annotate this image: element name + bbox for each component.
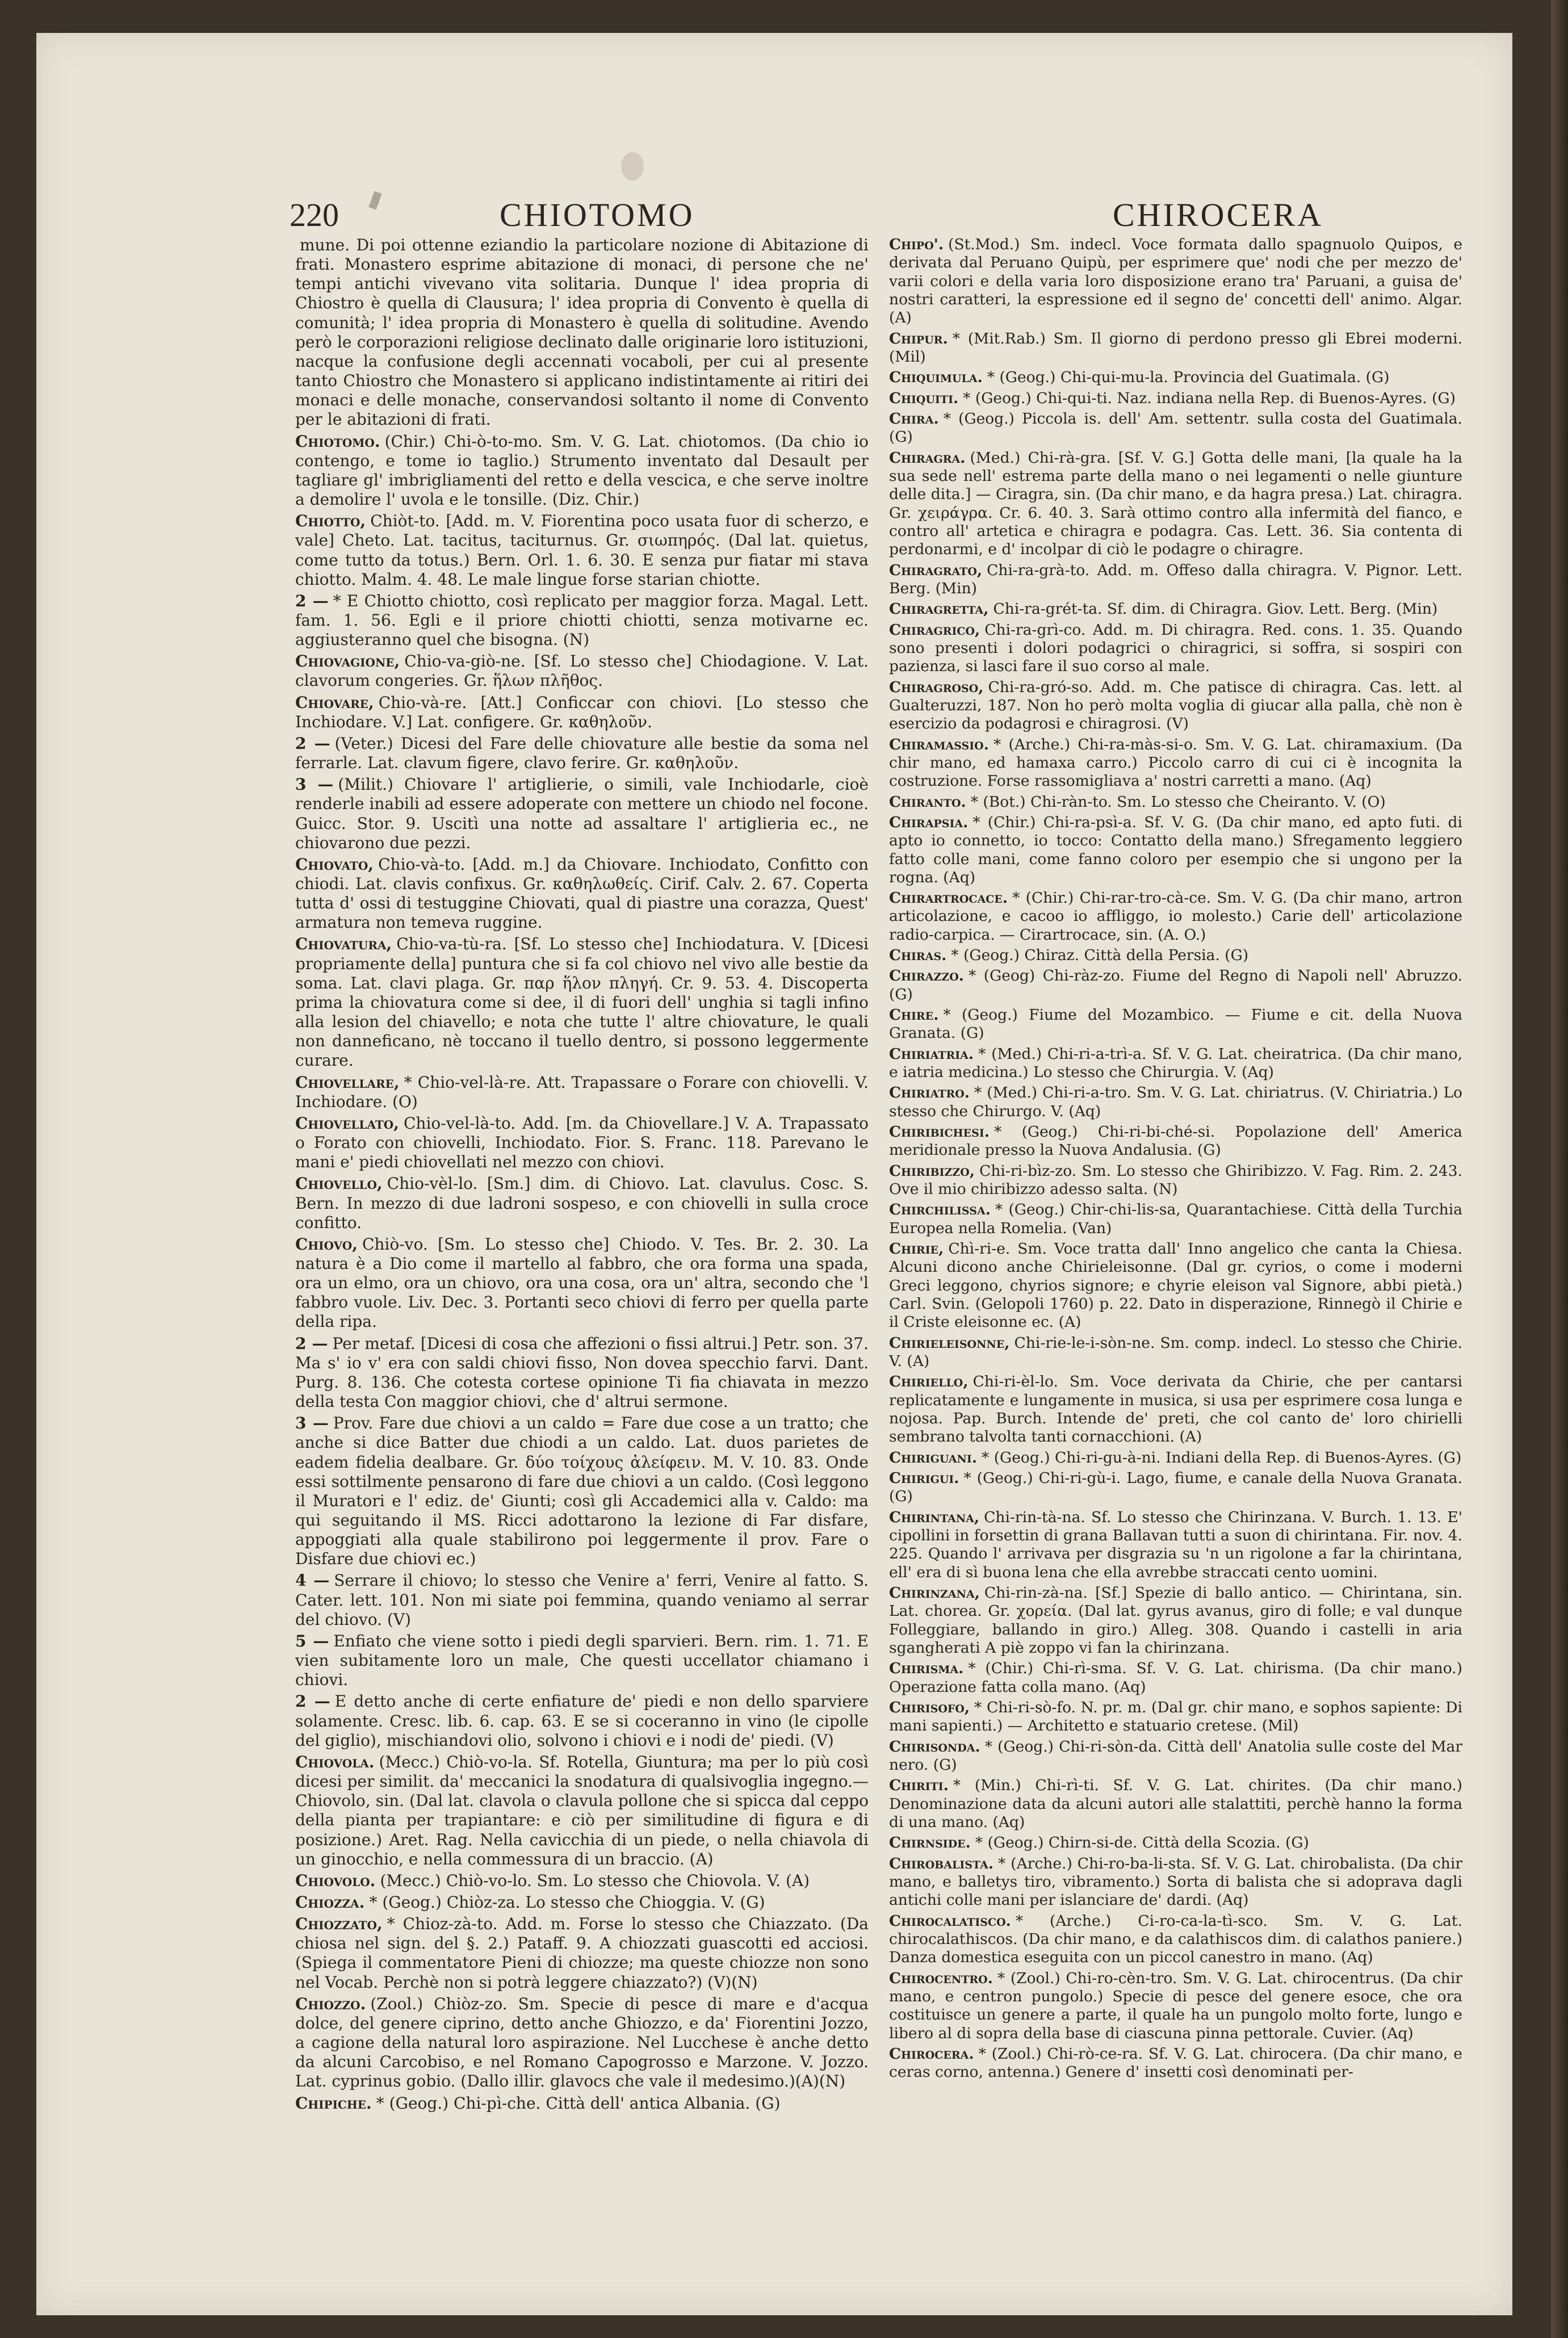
entry-headword: Chiquiti. bbox=[889, 389, 959, 407]
entry-headword: Chiovolo. bbox=[295, 1871, 376, 1890]
entry-headword: 3 — bbox=[295, 1414, 329, 1433]
entry-headword: Chiragrato, bbox=[889, 561, 983, 579]
dictionary-entry bbox=[889, 1834, 1462, 1852]
entry-text: * (Geog.) Fiume del Mozambico. — Fiume e cit. della Nuova Granata. (G) bbox=[889, 1006, 1462, 1042]
entry-headword: Chirocentro. bbox=[889, 1969, 993, 1987]
entry-headword: Chiotto, bbox=[295, 512, 366, 531]
running-head-right: CHIROCERA bbox=[1113, 196, 1324, 233]
right-column bbox=[889, 236, 1462, 2143]
dictionary-entry bbox=[295, 693, 869, 732]
dictionary-entry bbox=[295, 1174, 869, 1232]
entry-text: (Milit.) Chiovare l' artiglierie, o simili, vale Inchiodarle, cioè renderle inabili ad essere adoperate con mettere un chiodo nel focone. Guicc. Stor. 9. Uscitì una notte ad assaltare l' artiglieria ec., ne chiovarono due pezzi. bbox=[295, 775, 869, 852]
entry-headword: Chirisofo, bbox=[889, 1698, 970, 1716]
dictionary-entry bbox=[889, 1201, 1462, 1238]
entry-text: * Chi-ri-sò-fo. N. pr. m. (Dal gr. chir mano, e sophos sapiente: Di mani sapienti.) — Architetto e statuario cretese. (Mil) bbox=[889, 1698, 1462, 1735]
entry-text: * (Arche.) Chi-ro-ba-li-sta. Sf. V. G. Lat. chirobalista. (Da chir mano, e balletys tiro, vibramento.) Sorta di balista che si adoprava dagli antichi colle mani per islanciare de' dardi. (Aq) bbox=[889, 1854, 1462, 1909]
dictionary-entry bbox=[295, 1073, 869, 1112]
dictionary-entry bbox=[889, 1084, 1462, 1121]
entry-headword: Chiovato, bbox=[295, 854, 374, 874]
entry-text: * (Chir.) Chi-ra-psì-a. Sf. V. G. (Da chir mano, ed apto futi. di apto io connetto, io tocco: Contatto della mano.) Sfregamento leggiero fatto colle mani, come fanno coloro per esempio che si ungono per la rogna. (Aq) bbox=[889, 813, 1462, 886]
dictionary-entry bbox=[295, 1235, 869, 1332]
entry-headword: Chiovatura, bbox=[295, 935, 392, 954]
dictionary-entry bbox=[295, 1753, 869, 1869]
left-column bbox=[295, 236, 869, 2143]
entry-headword: Chirinzana, bbox=[889, 1583, 980, 1602]
entry-text: * (Bot.) Chi-ràn-to. Sm. Lo stesso che Cheiranto. V. (O) bbox=[970, 793, 1386, 811]
dictionary-entry bbox=[295, 734, 869, 773]
dictionary-entry bbox=[889, 1240, 1462, 1332]
entry-text: * (Arche.) Ci-ro-ca-la-tì-sco. Sm. V. G. Lat. chirocalathiscos. (Da chir mano, e da calathiscos dim. di calathos paniere.) Danza domestica eseguita con un piccol canestro in mano. (Aq) bbox=[889, 1912, 1462, 1967]
entry-text: * (Chir.) Chi-rar-tro-cà-ce. Sm. V. G. (Da chir mano, artron articolazione, e cacoo io affliggo, io molesto.) Carie dell' articolazione radio-carpica. — Cirartrocace, sin. (A. O.) bbox=[889, 889, 1462, 944]
entry-headword: Chiovare, bbox=[295, 693, 374, 712]
entry-headword: Chiovagione, bbox=[295, 652, 400, 671]
entry-text: * (Geog.) Chi-pì-che. Città dell' antica Albania. (G) bbox=[376, 2093, 781, 2113]
entry-headword: Chiovo, bbox=[295, 1234, 358, 1254]
entry-headword: Chiotomo. bbox=[295, 431, 380, 451]
entry-text: Chi-ra-grì-co. Add. m. Di chiragra. Red. cons. 1. 35. Quando sono presenti i dolori podagrici o chiragrici, si soffra, si sospiri con pazienza, si lasci fare il suo corso al male. bbox=[889, 621, 1462, 676]
dictionary-entry bbox=[889, 1509, 1462, 1582]
paper-stain bbox=[621, 152, 644, 181]
entry-text: * Chio-vel-là-re. Att. Trapassare o Forare con chiovelli. V. Inchiodare. (O) bbox=[295, 1072, 869, 1111]
entry-text: (Zool.) Chiòz-zo. Sm. Specie di pesce di mare e d'acqua dolce, del genere ciprino, detto anche Ghiozzo, e da' Fiorentini Jozzo, a cagione della natural loro aspirazione. Nel Lucchese è anche detto da alcuni Carcobiso, e nel Romano Capogrosso e Marzone. V. Jozzo. Lat. cyprinus gobio. (Dallo illir. glavocs che vale il medesimo.)(A)(N) bbox=[295, 1994, 869, 2091]
entry-headword: Chirigui. bbox=[889, 1469, 959, 1487]
entry-headword: Chiriti. bbox=[889, 1776, 949, 1795]
entry-headword: Chiragrico, bbox=[889, 621, 980, 639]
entry-headword: Chirocalatisco. bbox=[889, 1912, 1011, 1930]
entry-text: Chi-ra-grà-to. Add. m. Offeso dalla chiragra. V. Pignor. Lett. Berg. (Min) bbox=[889, 561, 1462, 597]
entry-headword: Chiriguani. bbox=[889, 1448, 978, 1467]
dictionary-entry bbox=[889, 562, 1462, 598]
entry-headword: Chirie, bbox=[889, 1240, 944, 1258]
entry-text: E detto anche di certe enfiature de' piedi e non dello sparviere solamente. Cresc. lib. 6. cap. 63. E se si coceranno in vino (le cipolle del giglio), mischiandovi olio, solvono i chiovi e i nodi de' piedi. (V) bbox=[295, 1692, 869, 1750]
dictionary-entry bbox=[295, 1571, 869, 1629]
dictionary-entry bbox=[295, 1914, 869, 1992]
entry-headword: Chirisonda. bbox=[889, 1737, 980, 1755]
entry-text: * (Geog.) Chi-ri-gù-i. Lago, fiume, e canale della Nuova Granata. (G) bbox=[889, 1469, 1462, 1506]
entry-text: Chiòt-to. [Add. m. V. Fiorentina poco usata fuor di scherzo, e vale] Cheto. Lat. tacitus, taciturnus. Gr. σιωπηρός. (Dal lat. quietus, come tutto da totus.) Bern. Orl. 1. 6. 30. E senza pur fiatar mi stava chiotto. Malm. 4. 48. Le male lingue forse starian chiotte. bbox=[295, 512, 869, 589]
entry-text: Chi-rie-le-i-sòn-ne. Sm. comp. indecl. Lo stesso che Chirie. V. (A) bbox=[889, 1334, 1462, 1371]
entry-text: Chì-ri-e. Sm. Voce tratta dall' Inno angelico che canta la Chiesa. Alcuni dicono anche Chirieleisonne. (Dal gr. cyrios, o come i moderni Greci leggono, chyrios signore; e chyrie eleison val Signore, abbi pietà.) Carl. Svin. (Gelopoli 1760) p. 22. Dato in disperazione, Rinnegò il Chirie e il Criste eleisonne ec. (A) bbox=[889, 1240, 1462, 1331]
entry-headword: Chiragra. bbox=[889, 449, 966, 467]
dictionary-entry bbox=[295, 592, 869, 650]
dictionary-entry bbox=[889, 1912, 1462, 1967]
entry-headword: Chire. bbox=[889, 1006, 939, 1024]
entry-text: * (Arche.) Chi-ra-màs-si-o. Sm. V. G. Lat. chiramaxium. (Da chir mano, ed hamaxa carro.) Piccolo carro di cui ci è incognita la costruzione. Forse rassomigliava a' nostri carretti a mano. (Aq) bbox=[889, 735, 1462, 790]
entry-text: * (Min.) Chi-rì-ti. Sf. V. G. Lat. chirites. (Da chir mano.) Denominazione data da alcuni autori alle stalattiti, perchè hanno la forma di una mano. (Aq) bbox=[889, 1776, 1462, 1831]
dictionary-entry bbox=[889, 389, 1462, 408]
dictionary-entry bbox=[295, 935, 869, 1070]
entry-headword: Chipo'. bbox=[889, 236, 944, 253]
dictionary-entry bbox=[295, 1414, 869, 1569]
entry-text: Chi-ra-gró-so. Add. m. Che patisce di chiragra. Cas. lett. al Gualteruzzi, 187. Non ho però molta voglia di giucar alla palla, chè non è esercizio da podagrosi e chiragrosi. (V) bbox=[889, 678, 1462, 733]
entry-headword: Chiramassio. bbox=[889, 735, 989, 753]
dictionary-entry bbox=[889, 1970, 1462, 2043]
entry-headword: Chiozzato, bbox=[295, 1914, 383, 1934]
entry-text: * (Med.) Chi-ri-a-tro. Sm. V. G. Lat. chiriatrus. (V. Chiriatria.) Lo stesso che Chirurgo. V. (Aq) bbox=[889, 1084, 1462, 1120]
entry-text: * (Geog.) Chiòz-za. Lo stesso che Chioggia. V. (G) bbox=[369, 1892, 765, 1912]
entry-headword: 2 — bbox=[295, 734, 330, 753]
entry-text: Per metaf. [Dicesi di cosa che affezioni o fissi altrui.] Petr. son. 37. Ma s' io v' era con saldi chiovi fisso, Non dovea specchio farvi. Dant. Purg. 8. 136. Che cotesta cortese opinione Ti fia chiavata in mezzo della testa Con maggior chiovi, che d' altrui sermone. bbox=[295, 1334, 869, 1411]
dictionary-entry bbox=[295, 855, 869, 933]
dictionary-entry bbox=[889, 678, 1462, 734]
entry-text: (Veter.) Dicesi del Fare delle chiovature alle bestie da soma nel ferrarle. Lat. clavum figere, clavo ferire. Gr. καθηλοῦν. bbox=[295, 734, 869, 773]
dictionary-entry bbox=[295, 652, 869, 690]
entry-headword: Chira. bbox=[889, 409, 939, 428]
dictionary-entry bbox=[295, 1893, 869, 1912]
dictionary-entry bbox=[889, 814, 1462, 887]
entry-text: * (Chir.) Chi-rì-sma. Sf. V. G. Lat. chirisma. (Da chir mano.) Operazione fatta colla mano. (Aq) bbox=[889, 1660, 1462, 1696]
dictionary-entry bbox=[889, 736, 1462, 791]
dictionary-entry bbox=[295, 1692, 869, 1750]
dictionary-entry bbox=[889, 236, 1462, 328]
entry-headword: 2 — bbox=[295, 1692, 330, 1711]
dictionary-entry bbox=[889, 967, 1462, 1004]
dictionary-entry bbox=[295, 775, 869, 853]
entry-text: Serrare il chiovo; lo stesso che Venire a' ferri, Venire al fatto. S. Cater. lett. 101. Non mi siate poi femmina, quando veniamo al serrar del chiovo. (V) bbox=[295, 1571, 869, 1629]
running-head-left: CHIOTOMO bbox=[500, 196, 695, 233]
entry-text: * (Geog.) Chirn-si-de. Città della Scozia. (G) bbox=[975, 1834, 1309, 1852]
dictionary-entry bbox=[295, 1334, 869, 1412]
entry-text: * Chioz-zà-to. Add. m. Forse lo stesso che Chiazzato. (Da chiosa nel sign. del §. 2.) Pataff. 9. A chiozzati guascotti ed acciosi. (Spiega il commentatore Pieni di chiozze; ma queste chiozze non sono nel Vocab. Perchè non si potrà leggere chiazzato?) (V)(N) bbox=[295, 1914, 869, 1992]
entry-text: * (Med.) Chi-ri-a-trì-a. Sf. V. G. Lat. cheiratrica. (Da chir mano, e iatria medicina.) Lo stesso che Chirurgia. V. (Aq) bbox=[889, 1045, 1462, 1082]
entry-text: (St.Mod.) Sm. indecl. Voce formata dallo spagnuolo Quipos, e derivata dal Peruano Quipù, per esprimere que' nodi che per mezzo de' varii colori e della varia loro disposizione erano tra' Paruani, a guisa de' nostri caratteri, la espressione ed il segno de' concetti dell' animo. Algar. (A) bbox=[889, 236, 1462, 327]
entry-headword: Chirobalista. bbox=[889, 1854, 994, 1872]
entry-headword: Chirintana, bbox=[889, 1508, 980, 1526]
entry-headword: Chiragroso, bbox=[889, 678, 984, 696]
dictionary-entry bbox=[889, 1855, 1462, 1910]
entry-text: Chi-ri-bìz-zo. Sm. Lo stesso che Ghiribizzo. V. Fag. Rim. 2. 243. Ove il mio chiribizzo adesso salta. (N) bbox=[889, 1162, 1462, 1199]
entry-text: Chio-vel-là-to. Add. [m. da Chiovellare.] V. A. Trapassato o Forato con chiovelli, Inchiodato. Fior. S. Franc. 118. Parevano le mani e' piedi chiovellati nel mezzo con chiovi. bbox=[295, 1113, 869, 1172]
entry-text: * (Geog.) Chi-ri-gu-à-ni. Indiani della Rep. di Buenos-Ayres. (G) bbox=[982, 1448, 1462, 1467]
entry-text: Chi-ra-grét-ta. Sf. dim. di Chiragra. Giov. Lett. Berg. (Min) bbox=[993, 600, 1438, 618]
entry-headword: Chirisma. bbox=[889, 1660, 964, 1678]
entry-headword: Chirieleisonne, bbox=[889, 1334, 1010, 1352]
entry-headword: 4 — bbox=[295, 1571, 330, 1590]
entry-text: * (Geog.) Chir-chi-lis-sa, Quarantachiese. Città della Turchia Europea nella Romelia. (Van) bbox=[889, 1201, 1462, 1237]
dictionary-entry bbox=[295, 1632, 869, 1690]
entry-text: * (Geog.) Piccola is. dell' Am. settentr. sulla costa del Guatimala. (G) bbox=[889, 409, 1462, 446]
entry-headword: Chipiche. bbox=[295, 2093, 372, 2113]
dictionary-entry bbox=[889, 449, 1462, 559]
entry-text: Chiò-vo. [Sm. Lo stesso che] Chiodo. V. Tes. Br. 2. 30. La natura è a Dio come il martello al fabbro, che ora forma una spada, ora un elmo, ora un chiovo, ora una cosa, ora un' altra, secondo che 'l fabbro vuole. Liv. Dec. 3. Portanti seco chiovi di ferro per quella parte della ripa. bbox=[295, 1234, 869, 1331]
entry-text: Chio-va-tù-ra. [Sf. Lo stesso che] Inchiodatura. V. [Dicesi propriamente della] puntura che si fa col chiovo nel vivo alle bestie da soma. Lat. clavi plaga. Gr. παρ ἥλον πληγή. Cr. 9. 53. 4. Discoperta prima la chiovatura come si dee, il di fuori dell' unghia si tagli infino alla lesion del chiavello; e nota che tutte l' altre chiovature, le quali non danneficano, nè toccano il tuello dentro, si possono leggermente curare. bbox=[295, 935, 869, 1070]
entry-headword: Chirocera. bbox=[889, 2044, 974, 2063]
entry-text: Chio-và-to. [Add. m.] da Chiovare. Inchiodato, Confitto con chiodi. Lat. clavis confixus. Gr. καθηλωθείς. Cirif. Calv. 2. 67. Coperta tutta d' ossi di testuggine Chiovati, qual di piastre una corazza, Quest' armatura non temeva ruggine. bbox=[295, 854, 869, 932]
entry-headword: Chiovellare, bbox=[295, 1072, 400, 1092]
entry-text: Chio-và-re. [Att.] Conficcar con chiovi. [Lo stesso che Inchiodare. V.] Lat. configere. Gr. καθηλοῦν. bbox=[295, 693, 869, 731]
entry-headword: Chiribichesi. bbox=[889, 1123, 990, 1141]
entry-text: Chio-vèl-lo. [Sm.] dim. di Chiovo. Lat. clavulus. Cosc. S. Bern. In mezzo di due ladroni sospeso, e con chiovelli in sulla croce confitto. bbox=[295, 1174, 869, 1232]
entry-headword: Chiozzo. bbox=[295, 1994, 366, 2013]
entry-headword: Chirapsia. bbox=[889, 813, 969, 831]
dictionary-entry bbox=[295, 236, 869, 430]
entry-text: Chi-rin-zà-na. [Sf.] Spezie di ballo antico. — Chirintana, sin. Lat. chorea. Gr. χορεία. (Dal lat. gyrus avanus, giro di folle; e val dunque Folleggiare, ballando in giro.) Alleg. 308. Quando i castelli in aria sgangherati A piè zoppo vi fan la chirinzana. bbox=[889, 1583, 1462, 1657]
dictionary-entry bbox=[889, 1373, 1462, 1446]
entry-text: (Med.) Chi-rà-gra. [Sf. V. G.] Gotta delle mani, [la quale ha la sua sede nell' estrema parte della mano o nei legamenti o nelle giunture delle dita.] — Ciragra, sin. (Da chir mano, e da hagra presa.) Lat. chiragra. Gr. χειράγρα. Cr. 6. 40. 3. Sarà ottimo contro alla infermità del fianco, e contro all' artetica e chiragra e podagra. Cas. Lett. 36. Sia contenta di perdonarmi, e d' incolpar di ciò le podagre o chiragre. bbox=[889, 449, 1462, 559]
dictionary-entry bbox=[889, 621, 1462, 676]
entry-headword: Chiovello, bbox=[295, 1174, 383, 1193]
entry-headword: Chiovola. bbox=[295, 1752, 375, 1771]
dictionary-entry bbox=[295, 1871, 869, 1891]
entry-headword: Chiriatro. bbox=[889, 1084, 970, 1102]
entry-text: (Chir.) Chi-ò-to-mo. Sm. V. G. Lat. chiotomos. (Da chio io contengo, e tome io taglio.) Strumento inventato dal Desault per tagliare gl' imbrigliamenti del retto e della vescica, e che serve inoltre a demolire l' uvola e le tonsille. (Diz. Chir.) bbox=[295, 431, 869, 509]
dictionary-entry bbox=[889, 889, 1462, 944]
dictionary-entry bbox=[889, 1699, 1462, 1736]
entry-headword: Chiozza. bbox=[295, 1892, 365, 1912]
entry-headword: Chiriello, bbox=[889, 1373, 969, 1391]
page-number: 220 bbox=[290, 196, 339, 233]
dictionary-entry bbox=[889, 2045, 1462, 2082]
entry-text: * (Geog.) Chi-ri-bi-ché-si. Popolazione dell' America meridionale presso la Nuova Andalusia. (G) bbox=[889, 1123, 1462, 1159]
entry-headword: 2 — bbox=[295, 1334, 328, 1353]
entry-text: * (Geog.) Chiraz. Città della Persia. (G) bbox=[951, 946, 1249, 965]
dictionary-entry bbox=[889, 793, 1462, 811]
entry-text: * (Geog.) Chi-qui-mu-la. Provincia del Guatimala. (G) bbox=[987, 368, 1390, 387]
entry-text: Prov. Fare due chiovi a un caldo = Fare due cose a un tratto; che anche si dice Batter due chiodi a un caldo. Lat. duos parietes de eadem fidelia dealbare. Gr. δύο τοίχους ἀλείφειν. M. V. 10. 83. Onde essi sottilmente pensarono di fare due chiovi a un caldo. (Così leggono il Muratori e l' ediz. de' Giunti; così gli Accademici alla v. Caldo: ma qui seguitando il MS. Ricci adottarono la lezione di Far disfare, appoggiati alla quale stabilirono poi leggermente il prov. Fare o Disfare due chiovi ec.) bbox=[295, 1414, 869, 1569]
entry-headword: Chirazzo. bbox=[889, 967, 964, 985]
entry-headword: 2 — bbox=[295, 591, 329, 610]
entry-text: * (Geog.) Chi-qui-ti. Naz. indiana nella Rep. di Buenos-Ayres. (G) bbox=[963, 389, 1456, 407]
dictionary-entry bbox=[889, 1045, 1462, 1082]
page-header bbox=[255, 196, 1476, 241]
entry-text: Chi-rin-tà-na. Sf. Lo stesso che Chirinzana. V. Burch. 1. 13. E' cipollini in forsettin di grana Ballavan tutti a suon di chirintana. Fir. nov. 4. 225. Quando l' arrivava per disgrazia su 'n un rigolone a far la chirintana, ell' era di sì buona lena che ella avrebbe straccati cento uomini. bbox=[889, 1508, 1462, 1581]
entry-headword: Chiquimula. bbox=[889, 368, 983, 387]
dictionary-entry bbox=[295, 1995, 869, 2092]
entry-text: * (Geog.) Chi-ri-sòn-da. Città dell' Anatolia sulle coste del Mar nero. (G) bbox=[889, 1737, 1462, 1774]
entry-headword: Chiovellato, bbox=[295, 1113, 399, 1133]
dictionary-entry bbox=[889, 1738, 1462, 1775]
dictionary-entry bbox=[889, 1006, 1462, 1043]
entry-text: * E Chiotto chiotto, così replicato per maggior forza. Magal. Lett. fam. 1. 56. Egli e il priore chiotti chiotti, senza motivarne ec. aggiusteranno quel che bisogna. (N) bbox=[295, 591, 869, 650]
dictionary-entry bbox=[889, 1469, 1462, 1506]
entry-headword: Chirchilissa. bbox=[889, 1201, 991, 1219]
entry-text: Enfiato che viene sotto i piedi degli sparvieri. Bern. rim. 1. 71. E vien subitamente loro un male, Che questi uccellator chiamano i chiovi. bbox=[295, 1631, 869, 1690]
dictionary-entry bbox=[889, 1584, 1462, 1657]
dictionary-entry bbox=[889, 1776, 1462, 1832]
entry-text: mune. Di poi ottenne eziandio la particolare nozione di Abitazione di frati. Monastero esprime abitazione di monaci, di persone che ne' tempi antichi vivevano vita solitaria. Dunque l' idea propria di Chiostro è quella di Clausura; l' idea propria di Convento è quella di comunità; l' idea propria di Monastero è quella di solitudine. Avendo però le corporazioni religiose declinato dalle originarie loro istituzioni, nacque la confusione degli accennati vocaboli, per cui al presente tanto Chiostro che Monastero si applicano indistintamente ai ritiri dei monaci e delle monache, conservandosi soltanto il nome di Convento per le abitazioni di frati. bbox=[295, 236, 869, 429]
dictionary-entry bbox=[889, 368, 1462, 387]
entry-text: (Mecc.) Chiò-vo-la. Sf. Rotella, Giuntura; ma per lo più così dicesi per similit. da' meccanici la snodatura di qualsivoglia ingegno.— Chiovolo, sin. (Dal lat. clavola o clavula pollone che si spicca dal ceppo della pianta per trapiantare: e ciò per similitudine di figura e di posizione.) Aret. Rag. Nella cavicchia di un piede, o nella chiavola di un ginocchio, e nella commessura di un braccio. (A) bbox=[295, 1752, 869, 1868]
dictionary-entry bbox=[295, 1114, 869, 1172]
dictionary-entry bbox=[889, 600, 1462, 618]
dictionary-entry bbox=[295, 432, 869, 510]
dictionary-entry bbox=[889, 330, 1462, 367]
entry-headword: Chiras. bbox=[889, 946, 947, 965]
entry-text: Chi-ri-èl-lo. Sm. Voce derivata da Chirie, che per cantarsi replicatamente e lungamente in musica, si usa per esprimere cosa lunga e nojosa. Pap. Burch. Intende de' preti, che col canto de' loro chirielli sembrano talvolta tanti cornacchioni. (A) bbox=[889, 1373, 1462, 1446]
entry-text: (Mecc.) Chiò-vo-lo. Sm. Lo stesso che Chiovola. V. (A) bbox=[380, 1871, 810, 1890]
dictionary-entry bbox=[889, 1162, 1462, 1199]
entry-headword: Chiragretta, bbox=[889, 600, 989, 618]
entry-headword: Chirnside. bbox=[889, 1834, 971, 1852]
entry-headword: Chiribizzo, bbox=[889, 1162, 975, 1180]
entry-text: * (Zool.) Chi-ro-cèn-tro. Sm. V. G. Lat. chirocentrus. (Da chir mano, e centron pungolo.) Specie di pesce del genere esoce, che ora costituisce un genere a parte, il quale ha un pungolo molto forte, lungo e libero al di sopra della base di ciascuna pinna pettorale. Cuvier. (Aq) bbox=[889, 1969, 1462, 2042]
dictionary-entry bbox=[295, 512, 869, 589]
entry-text: * (Zool.) Chi-rò-ce-ra. Sf. V. G. Lat. chirocera. (Da chir mano, e ceras corno, antenna.) Genere d' insetti così denominati per- bbox=[889, 2044, 1462, 2081]
entry-text: * (Mit.Rab.) Sm. Il giorno di perdono presso gli Ebrei moderni. (Mil) bbox=[889, 329, 1462, 366]
entry-headword: Chiranto. bbox=[889, 793, 966, 811]
entry-headword: Chiriatria. bbox=[889, 1045, 974, 1063]
dictionary-entry bbox=[295, 2094, 869, 2113]
entry-headword: 5 — bbox=[295, 1631, 329, 1650]
entry-headword: Chirartrocace. bbox=[889, 889, 1008, 907]
dictionary-entry bbox=[889, 410, 1462, 447]
entry-text: Chio-va-giò-ne. [Sf. Lo stesso che] Chiodagione. V. Lat. clavorum congeries. Gr. ἥλων πλῆθος. bbox=[295, 652, 869, 690]
adjacent-page-edge bbox=[1551, 0, 1568, 2338]
entry-headword: Chipur. bbox=[889, 329, 948, 347]
dictionary-entry bbox=[889, 1334, 1462, 1371]
dictionary-entry bbox=[889, 1449, 1462, 1467]
dictionary-entry bbox=[889, 1123, 1462, 1160]
dictionary-entry bbox=[889, 1660, 1462, 1696]
entry-headword: 3 — bbox=[295, 775, 334, 794]
dictionary-entry bbox=[889, 946, 1462, 965]
entry-text: * (Geog) Chi-ràz-zo. Fiume del Regno di Napoli nell' Abruzzo. (G) bbox=[889, 967, 1462, 1003]
